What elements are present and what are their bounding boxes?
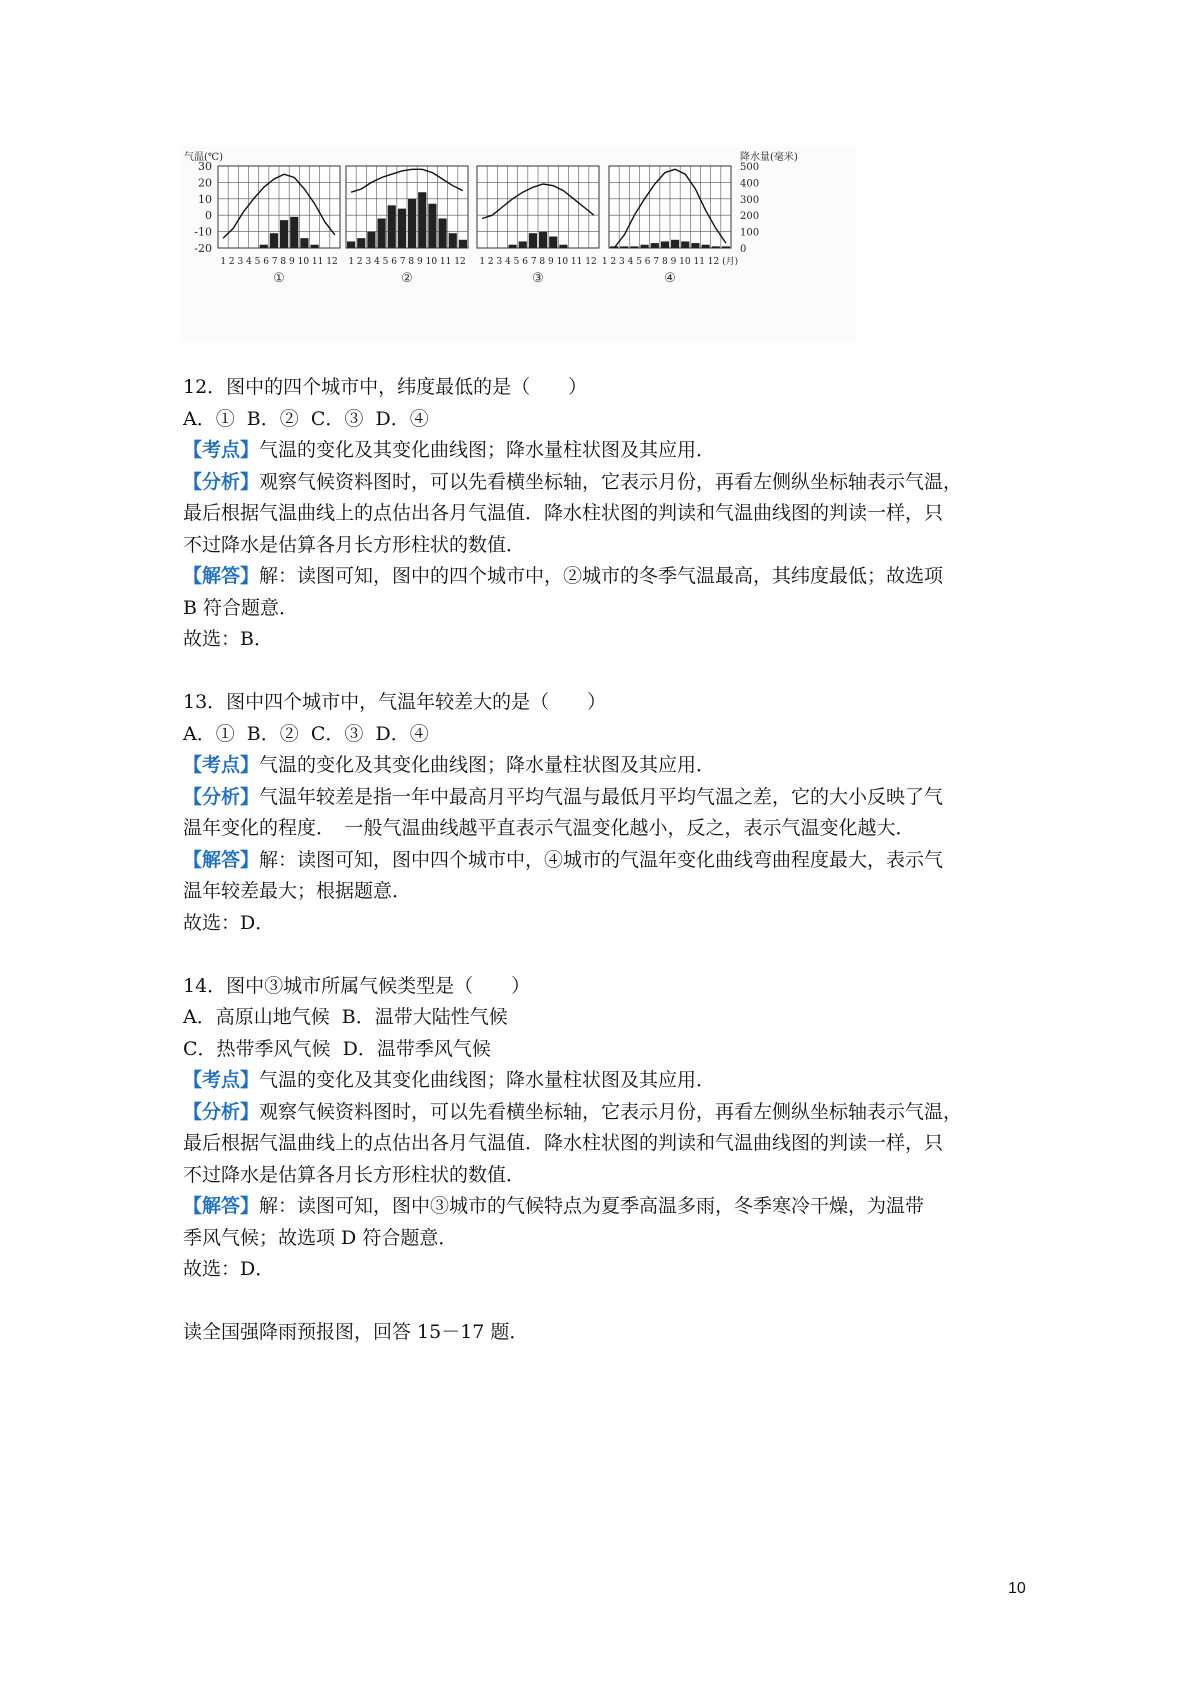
precip-bar: [311, 245, 319, 248]
precip-bar: [671, 240, 679, 248]
precip-bar: [651, 243, 659, 248]
question-14-options-cd: C．热带季风气候 D．温带季风气候: [183, 1037, 491, 1060]
precip-bar: [519, 241, 527, 248]
fenxi-tag: 【分析】: [183, 470, 260, 493]
fenxi-text: 气温年较差是指一年中最高月平均气温与最低月平均气温之差，它的大小反映了气: [259, 785, 944, 808]
question-12-answer: 故选：B．: [183, 628, 273, 650]
question-14-kaodian: [183, 1065, 1043, 1097]
jieda-text: 解：读图可知，图中四个城市中，④城市的气温年变化曲线弯曲程度最大，表示气: [259, 848, 944, 871]
next-section-prompt: 读全国强降雨预报图，回答 15－17 题．: [183, 1321, 529, 1343]
precip-bar: [559, 245, 567, 248]
precip-bar: [549, 237, 557, 248]
fenxi-text: 观察气候资料图时，可以先看横坐标轴，它表示月份，再看左侧纵坐标轴表示气温，: [259, 1100, 963, 1123]
jieda-tag: 【解答】: [183, 848, 260, 871]
temp-tick-label: 30: [198, 160, 212, 173]
question-14-jieda: [183, 1191, 1043, 1223]
precip-bar: [388, 205, 396, 248]
climate-charts-svg: [180, 146, 856, 342]
question-12-fenxi: [183, 467, 1043, 499]
month-axis-labels: 1 2 3 4 5 6 7 8 9 10 11 12 (月): [601, 257, 739, 267]
precip-tick-label: 300: [740, 194, 760, 206]
precip-bar: [439, 218, 447, 248]
precip-bar: [620, 246, 628, 248]
precip-bar: [539, 232, 547, 248]
precip-tick-label: 400: [740, 178, 760, 190]
question-13-kaodian: [183, 750, 1043, 782]
fenxi-tag: 【分析】: [183, 785, 260, 808]
question-13-fenxi: [183, 782, 1043, 814]
question-content: [183, 372, 1043, 1349]
precip-bar: [398, 209, 406, 248]
precip-bar: [702, 245, 710, 248]
jieda-text: 解：读图可知，图中③城市的气候特点为夏季高温多雨，冬季寒冷干燥，为温带: [259, 1195, 925, 1217]
precip-bar: [722, 246, 730, 248]
precip-bar: [280, 220, 288, 248]
precip-bar: [449, 233, 457, 248]
question-14-stem: 14．图中③城市所属气候类型是（ ）: [183, 974, 531, 997]
precip-tick-label: 0: [740, 244, 747, 255]
precip-bar: [378, 218, 386, 248]
month-axis-labels: 1 2 3 4 5 6 7 8 9 10 11 12: [479, 257, 597, 267]
precip-bar: [428, 204, 436, 248]
question-13-jieda: [183, 845, 1043, 877]
jieda-tag: 【解答】: [183, 1195, 260, 1217]
fenxi-text-line: 不过降水是估算各月长方形柱状的数值．: [183, 533, 526, 556]
precip-bar: [357, 238, 365, 248]
jieda-tag: 【解答】: [183, 565, 260, 587]
temp-tick-label: 10: [198, 192, 212, 206]
kaodian-text: 气温的变化及其变化曲线图；降水量柱状图及其应用．: [259, 439, 716, 461]
jieda-text-line: 温年较差最大；根据题意．: [183, 880, 412, 902]
right-axis-title: 降水量(毫米): [740, 152, 798, 163]
precip-bar: [367, 232, 375, 248]
fenxi-text-line: 最后根据气温曲线上的点估出各月气温值．降水柱状图的判读和气温曲线图的判读一样，只: [183, 1132, 944, 1154]
precip-bar: [641, 245, 649, 248]
chart-panel-4: [602, 166, 738, 286]
precip-bar: [347, 241, 355, 248]
precip-bar: [418, 192, 426, 248]
precip-bar: [290, 217, 298, 248]
precip-bar: [270, 233, 278, 248]
jieda-text-line: B 符合题意．: [183, 596, 299, 619]
temp-tick-label: 0: [205, 209, 212, 223]
fenxi-text-line: 最后根据气温曲线上的点估出各月气温值．降水柱状图的判读和气温曲线图的判读一样，只: [183, 502, 944, 524]
temp-axis-ticks: [194, 160, 212, 255]
panel-label: ②: [401, 271, 413, 286]
kaodian-tag: 【考点】: [183, 1069, 260, 1091]
left-axis-title: 气温(℃): [184, 152, 223, 163]
precip-bar: [300, 238, 308, 248]
precip-bar: [260, 245, 268, 248]
temp-tick-label: -20: [194, 242, 212, 255]
precip-tick-label: 500: [740, 162, 760, 173]
temp-tick-label: 20: [198, 176, 212, 190]
question-14-options-ab: A．高原山地气候 B．温带大陆性气候: [183, 1006, 508, 1028]
precip-bar: [509, 245, 517, 248]
chart-panels: [218, 166, 738, 286]
month-axis-labels: 1 2 3 4 5 6 7 8 9 10 11 12: [220, 257, 338, 267]
precip-bar: [630, 246, 638, 248]
precip-bar: [661, 241, 669, 248]
precip-bar: [529, 233, 537, 248]
climate-charts-figure: [180, 146, 856, 342]
question-13-options: A．① B．② C．③ D．④: [183, 722, 429, 745]
question-14-answer: 故选：D．: [183, 1258, 275, 1280]
question-12-stem: 12．图中的四个城市中，纬度最低的是（ ）: [183, 376, 588, 398]
question-12-options: A．① B．② C．③ D．④: [183, 407, 429, 430]
panel-label: ④: [664, 271, 676, 286]
jieda-text-line: 季风气候；故选项 D 符合题意．: [183, 1226, 458, 1249]
fenxi-text-line: 温年变化的程度． 一般气温曲线越平直表示气温变化越小，反之，表示气温变化越大．: [183, 817, 915, 839]
chart-panel-3: [477, 166, 599, 286]
question-13-stem: 13．图中四个城市中，气温年较差大的是（ ）: [183, 691, 607, 713]
month-axis-labels: 1 2 3 4 5 6 7 8 9 10 11 12: [348, 257, 466, 267]
kaodian-text: 气温的变化及其变化曲线图；降水量柱状图及其应用．: [259, 754, 716, 776]
jieda-text: 解：读图可知，图中的四个城市中，②城市的冬季气温最高，其纬度最低；故选项: [259, 565, 944, 587]
precip-tick-label: 100: [740, 227, 760, 239]
question-12-jieda: [183, 561, 1043, 593]
kaodian-tag: 【考点】: [183, 754, 260, 776]
panel-label: ③: [532, 271, 544, 286]
precip-bar: [712, 246, 720, 248]
precip-bar: [681, 241, 689, 248]
question-12-kaodian: [183, 435, 1043, 467]
precip-bar: [408, 199, 416, 248]
page-number: 10: [1008, 1580, 1026, 1597]
fenxi-text-line: 不过降水是估算各月长方形柱状的数值．: [183, 1163, 526, 1186]
panel-label: ①: [273, 271, 285, 286]
fenxi-text: 观察气候资料图时，可以先看横坐标轴，它表示月份，再看左侧纵坐标轴表示气温，: [259, 470, 963, 493]
kaodian-text: 气温的变化及其变化曲线图；降水量柱状图及其应用．: [259, 1069, 716, 1091]
question-14-fenxi: [183, 1097, 1043, 1129]
temp-tick-label: -10: [194, 225, 212, 239]
precip-axis-ticks: [740, 162, 759, 255]
kaodian-tag: 【考点】: [183, 439, 260, 461]
precip-bar: [691, 243, 699, 248]
question-13-answer: 故选：D．: [183, 911, 275, 934]
precip-bar: [459, 240, 467, 248]
precip-tick-label: 200: [740, 211, 760, 223]
chart-panel-1: [218, 166, 340, 286]
fenxi-tag: 【分析】: [183, 1100, 260, 1123]
chart-panel-2: [346, 166, 468, 286]
